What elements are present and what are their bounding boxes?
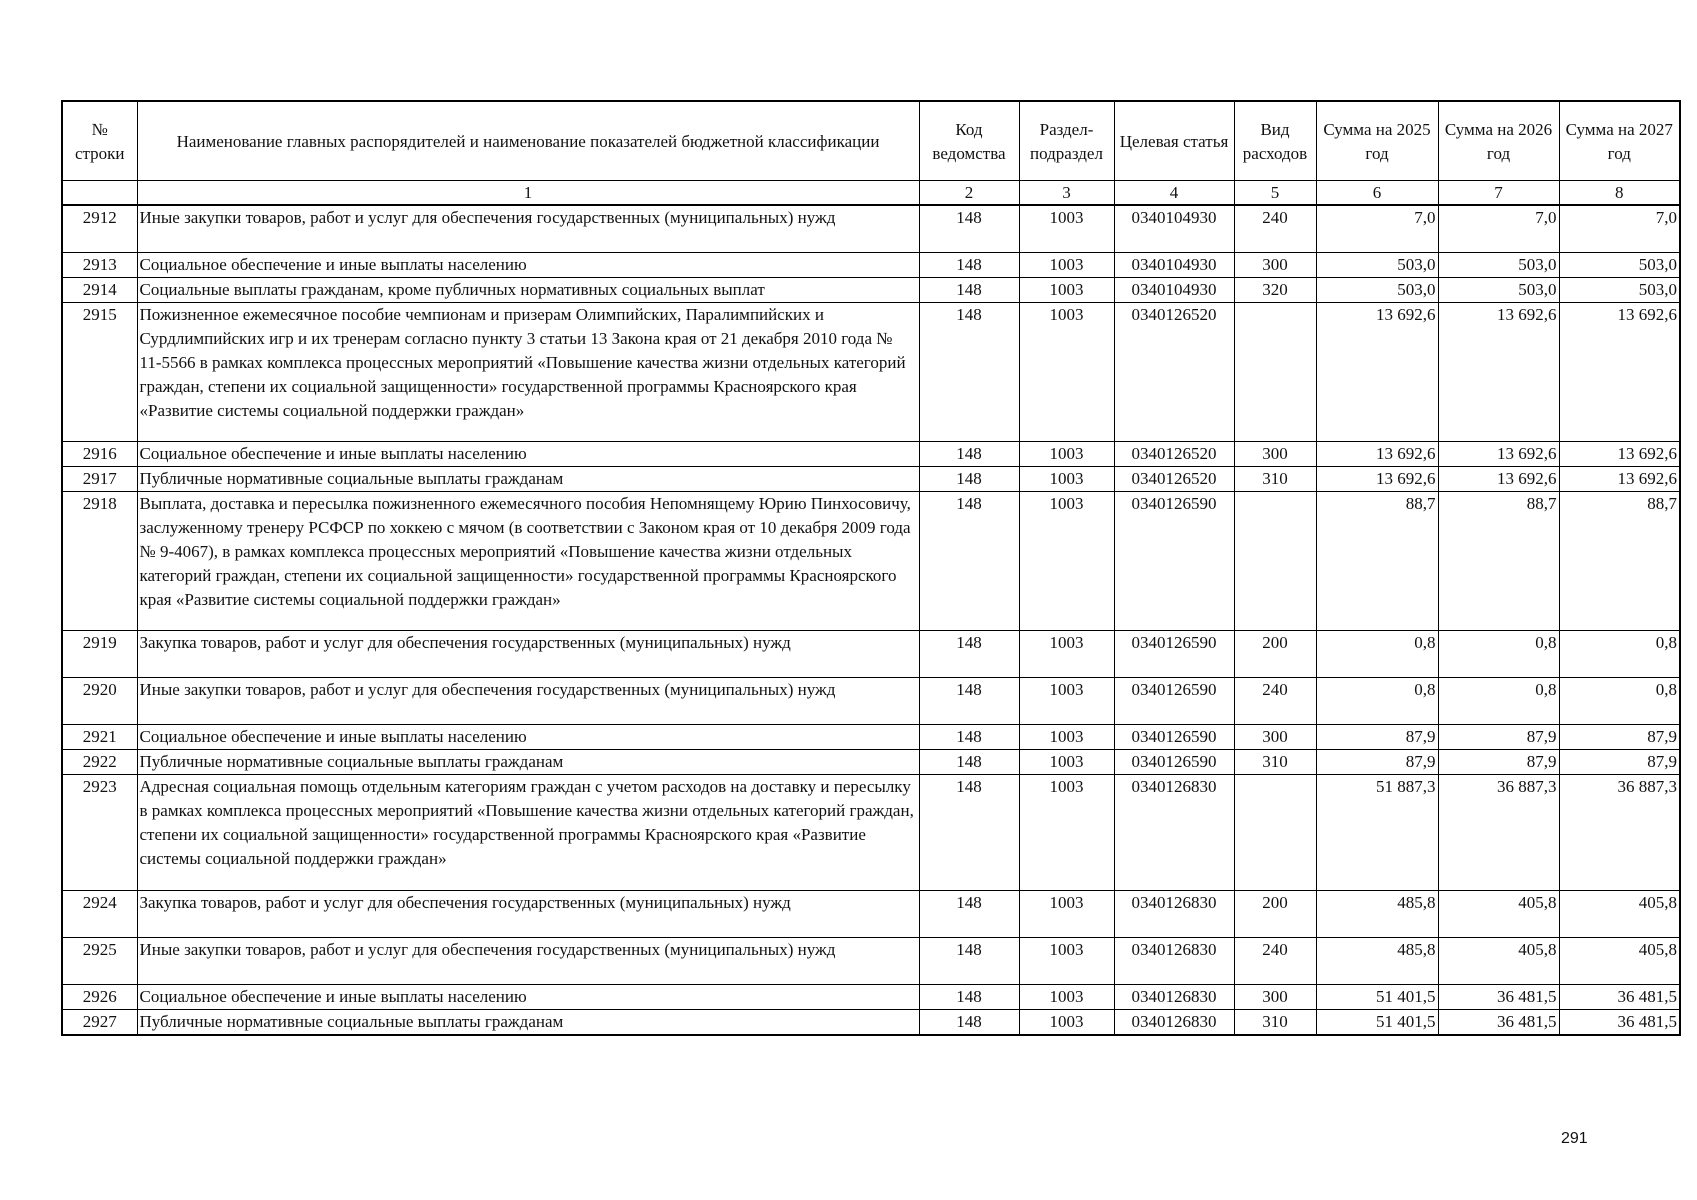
row-section: 1003 xyxy=(1019,774,1114,890)
row-expense-type: 240 xyxy=(1234,205,1316,252)
row-number: 2914 xyxy=(62,277,137,302)
row-sum-2027: 7,0 xyxy=(1559,205,1680,252)
row-department-code: 148 xyxy=(919,937,1019,984)
header-sum-2026: Сумма на 2026 год xyxy=(1438,101,1559,181)
row-name: Закупка товаров, работ и услуг для обеспечения государственных (муниципальных) нужд xyxy=(137,630,919,677)
row-sum-2025: 13 692,6 xyxy=(1316,466,1438,491)
row-sum-2025: 87,9 xyxy=(1316,724,1438,749)
row-expense-type xyxy=(1234,302,1316,441)
row-department-code: 148 xyxy=(919,630,1019,677)
row-department-code: 148 xyxy=(919,749,1019,774)
table-row xyxy=(62,749,1680,774)
row-name: Иные закупки товаров, работ и услуг для обеспечения государственных (муниципальных) нужд xyxy=(137,677,919,724)
row-name: Выплата, доставка и пересылка пожизненного ежемесячного пособия Непомнящему Юрию Пинхосовичу, заслуженному тренеру РСФСР по хоккею с мячом (в соответствии с Законом края от 10 декабря 2009 года № 9-4067), в рамках комплекса процессных мероприятий «Повышение качества жизни отдельных категорий граждан, степени их социальной защищенности» государственной программы Красноярского края «Развитие системы социальной поддержки граждан» xyxy=(137,491,919,630)
row-target-article: 0340126520 xyxy=(1114,302,1234,441)
row-sum-2026: 13 692,6 xyxy=(1438,302,1559,441)
row-sum-2025: 51 401,5 xyxy=(1316,984,1438,1009)
row-number: 2923 xyxy=(62,774,137,890)
row-department-code: 148 xyxy=(919,984,1019,1009)
row-number: 2916 xyxy=(62,441,137,466)
row-target-article: 0340126590 xyxy=(1114,724,1234,749)
row-sum-2026: 36 481,5 xyxy=(1438,1009,1559,1035)
row-name: Публичные нормативные социальные выплаты гражданам xyxy=(137,466,919,491)
row-section: 1003 xyxy=(1019,984,1114,1009)
row-number: 2925 xyxy=(62,937,137,984)
row-sum-2026: 88,7 xyxy=(1438,491,1559,630)
header-name: Наименование главных распорядителей и наименование показателей бюджетной классификации xyxy=(137,101,919,181)
row-sum-2025: 87,9 xyxy=(1316,749,1438,774)
table-row xyxy=(62,724,1680,749)
row-target-article: 0340126590 xyxy=(1114,749,1234,774)
row-name: Пожизненное ежемесячное пособие чемпионам и призерам Олимпийских, Паралимпийских и Сурдлимпийских игр и их тренерам согласно пункту 3 статьи 13 Закона края от 21 декабря 2010 года № 11-5566 в рамках комплекса процессных мероприятий «Повышение качества жизни отдельных категорий граждан, степени их социальной защищенности» государственной программы Красноярского края «Развитие системы социальной поддержки граждан» xyxy=(137,302,919,441)
row-number: 2924 xyxy=(62,890,137,937)
row-expense-type: 300 xyxy=(1234,441,1316,466)
row-sum-2026: 405,8 xyxy=(1438,890,1559,937)
row-section: 1003 xyxy=(1019,749,1114,774)
table-row xyxy=(62,677,1680,724)
row-sum-2027: 87,9 xyxy=(1559,724,1680,749)
row-department-code: 148 xyxy=(919,1009,1019,1035)
table-row xyxy=(62,1009,1680,1035)
row-sum-2027: 13 692,6 xyxy=(1559,441,1680,466)
row-section: 1003 xyxy=(1019,252,1114,277)
row-name: Закупка товаров, работ и услуг для обеспечения государственных (муниципальных) нужд xyxy=(137,890,919,937)
row-name: Адресная социальная помощь отдельным категориям граждан с учетом расходов на доставку и пересылку в рамках комплекса процессных мероприятий «Повышение качества жизни отдельных категорий граждан, степени их социальной защищенности» государственной программы Красноярского края «Развитие системы социальной поддержки граждан» xyxy=(137,774,919,890)
row-number: 2918 xyxy=(62,491,137,630)
row-name: Социальное обеспечение и иные выплаты населению xyxy=(137,441,919,466)
header-expense-type: Вид расходов xyxy=(1234,101,1316,181)
row-target-article: 0340126830 xyxy=(1114,774,1234,890)
row-expense-type: 310 xyxy=(1234,749,1316,774)
row-section: 1003 xyxy=(1019,491,1114,630)
row-expense-type xyxy=(1234,774,1316,890)
row-expense-type: 320 xyxy=(1234,277,1316,302)
row-sum-2026: 13 692,6 xyxy=(1438,441,1559,466)
table-row xyxy=(62,441,1680,466)
table-row xyxy=(62,466,1680,491)
row-target-article: 0340126520 xyxy=(1114,441,1234,466)
row-sum-2027: 0,8 xyxy=(1559,630,1680,677)
table-row xyxy=(62,491,1680,630)
row-target-article: 0340126590 xyxy=(1114,677,1234,724)
row-sum-2027: 36 481,5 xyxy=(1559,984,1680,1009)
row-expense-type: 300 xyxy=(1234,984,1316,1009)
row-department-code: 148 xyxy=(919,491,1019,630)
header-department-code: Код ведомства xyxy=(919,101,1019,181)
header-sum-2027: Сумма на 2027 год xyxy=(1559,101,1680,181)
row-sum-2026: 503,0 xyxy=(1438,252,1559,277)
row-name: Иные закупки товаров, работ и услуг для обеспечения государственных (муниципальных) нужд xyxy=(137,937,919,984)
row-sum-2025: 503,0 xyxy=(1316,277,1438,302)
row-name: Иные закупки товаров, работ и услуг для обеспечения государственных (муниципальных) нужд xyxy=(137,205,919,252)
row-expense-type: 240 xyxy=(1234,677,1316,724)
table-row xyxy=(62,252,1680,277)
table-row xyxy=(62,302,1680,441)
row-expense-type: 310 xyxy=(1234,466,1316,491)
table-header-row xyxy=(62,101,1680,181)
column-number: 6 xyxy=(1316,181,1438,206)
column-number: 3 xyxy=(1019,181,1114,206)
row-section: 1003 xyxy=(1019,1009,1114,1035)
header-sum-2025: Сумма на 2025 год xyxy=(1316,101,1438,181)
row-department-code: 148 xyxy=(919,774,1019,890)
row-sum-2027: 36 481,5 xyxy=(1559,1009,1680,1035)
table-row xyxy=(62,277,1680,302)
row-department-code: 148 xyxy=(919,205,1019,252)
row-name: Социальное обеспечение и иные выплаты населению xyxy=(137,252,919,277)
row-name: Публичные нормативные социальные выплаты гражданам xyxy=(137,749,919,774)
row-sum-2027: 405,8 xyxy=(1559,937,1680,984)
row-number: 2917 xyxy=(62,466,137,491)
row-expense-type xyxy=(1234,491,1316,630)
row-section: 1003 xyxy=(1019,937,1114,984)
row-section: 1003 xyxy=(1019,890,1114,937)
row-number: 2915 xyxy=(62,302,137,441)
row-sum-2025: 13 692,6 xyxy=(1316,441,1438,466)
row-sum-2025: 13 692,6 xyxy=(1316,302,1438,441)
row-department-code: 148 xyxy=(919,441,1019,466)
page-number: 291 xyxy=(1561,1130,1588,1147)
column-number: 7 xyxy=(1438,181,1559,206)
column-number: 5 xyxy=(1234,181,1316,206)
budget-table xyxy=(61,100,1681,1036)
row-number: 2912 xyxy=(62,205,137,252)
row-department-code: 148 xyxy=(919,677,1019,724)
row-sum-2026: 87,9 xyxy=(1438,724,1559,749)
row-sum-2027: 88,7 xyxy=(1559,491,1680,630)
row-department-code: 148 xyxy=(919,302,1019,441)
row-target-article: 0340104930 xyxy=(1114,252,1234,277)
row-sum-2025: 485,8 xyxy=(1316,890,1438,937)
row-section: 1003 xyxy=(1019,441,1114,466)
row-number: 2920 xyxy=(62,677,137,724)
row-sum-2026: 36 481,5 xyxy=(1438,984,1559,1009)
row-target-article: 0340126830 xyxy=(1114,1009,1234,1035)
row-expense-type: 300 xyxy=(1234,252,1316,277)
row-sum-2026: 13 692,6 xyxy=(1438,466,1559,491)
column-number-row xyxy=(62,181,1680,206)
row-expense-type: 310 xyxy=(1234,1009,1316,1035)
table-row xyxy=(62,774,1680,890)
row-expense-type: 200 xyxy=(1234,890,1316,937)
row-sum-2025: 7,0 xyxy=(1316,205,1438,252)
row-sum-2027: 503,0 xyxy=(1559,252,1680,277)
table-row xyxy=(62,205,1680,252)
table-body xyxy=(62,205,1680,1035)
row-sum-2025: 0,8 xyxy=(1316,677,1438,724)
table-row xyxy=(62,890,1680,937)
row-section: 1003 xyxy=(1019,466,1114,491)
row-section: 1003 xyxy=(1019,277,1114,302)
row-expense-type: 300 xyxy=(1234,724,1316,749)
row-sum-2027: 36 887,3 xyxy=(1559,774,1680,890)
table-row xyxy=(62,630,1680,677)
row-number: 2919 xyxy=(62,630,137,677)
table-row xyxy=(62,937,1680,984)
row-expense-type: 240 xyxy=(1234,937,1316,984)
row-section: 1003 xyxy=(1019,205,1114,252)
row-sum-2026: 503,0 xyxy=(1438,277,1559,302)
row-target-article: 0340126830 xyxy=(1114,984,1234,1009)
column-number: 2 xyxy=(919,181,1019,206)
row-target-article: 0340104930 xyxy=(1114,205,1234,252)
row-sum-2027: 0,8 xyxy=(1559,677,1680,724)
row-name: Социальное обеспечение и иные выплаты населению xyxy=(137,984,919,1009)
row-sum-2025: 503,0 xyxy=(1316,252,1438,277)
row-number: 2922 xyxy=(62,749,137,774)
row-department-code: 148 xyxy=(919,890,1019,937)
row-sum-2025: 51 401,5 xyxy=(1316,1009,1438,1035)
column-number: 8 xyxy=(1559,181,1680,206)
row-sum-2026: 87,9 xyxy=(1438,749,1559,774)
row-sum-2027: 503,0 xyxy=(1559,277,1680,302)
row-sum-2025: 485,8 xyxy=(1316,937,1438,984)
row-department-code: 148 xyxy=(919,277,1019,302)
row-sum-2027: 13 692,6 xyxy=(1559,302,1680,441)
table-row xyxy=(62,984,1680,1009)
header-section: Раздел-подраздел xyxy=(1019,101,1114,181)
row-number: 2926 xyxy=(62,984,137,1009)
row-department-code: 148 xyxy=(919,252,1019,277)
row-target-article: 0340104930 xyxy=(1114,277,1234,302)
row-expense-type: 200 xyxy=(1234,630,1316,677)
row-sum-2027: 405,8 xyxy=(1559,890,1680,937)
row-sum-2025: 51 887,3 xyxy=(1316,774,1438,890)
row-sum-2027: 13 692,6 xyxy=(1559,466,1680,491)
row-name: Публичные нормативные социальные выплаты гражданам xyxy=(137,1009,919,1035)
row-target-article: 0340126590 xyxy=(1114,491,1234,630)
row-section: 1003 xyxy=(1019,724,1114,749)
header-target-article: Целевая статья xyxy=(1114,101,1234,181)
row-target-article: 0340126830 xyxy=(1114,937,1234,984)
row-name: Социальное обеспечение и иные выплаты населению xyxy=(137,724,919,749)
column-number: 4 xyxy=(1114,181,1234,206)
row-sum-2025: 0,8 xyxy=(1316,630,1438,677)
row-sum-2025: 88,7 xyxy=(1316,491,1438,630)
row-sum-2026: 405,8 xyxy=(1438,937,1559,984)
row-target-article: 0340126520 xyxy=(1114,466,1234,491)
row-section: 1003 xyxy=(1019,630,1114,677)
row-name: Социальные выплаты гражданам, кроме публичных нормативных социальных выплат xyxy=(137,277,919,302)
row-department-code: 148 xyxy=(919,724,1019,749)
row-section: 1003 xyxy=(1019,302,1114,441)
row-section: 1003 xyxy=(1019,677,1114,724)
row-target-article: 0340126590 xyxy=(1114,630,1234,677)
row-sum-2026: 36 887,3 xyxy=(1438,774,1559,890)
row-sum-2027: 87,9 xyxy=(1559,749,1680,774)
row-number: 2927 xyxy=(62,1009,137,1035)
row-sum-2026: 7,0 xyxy=(1438,205,1559,252)
column-number xyxy=(62,181,137,206)
row-target-article: 0340126830 xyxy=(1114,890,1234,937)
row-sum-2026: 0,8 xyxy=(1438,630,1559,677)
header-row-number: № строки xyxy=(62,101,137,181)
row-number: 2921 xyxy=(62,724,137,749)
row-number: 2913 xyxy=(62,252,137,277)
row-sum-2026: 0,8 xyxy=(1438,677,1559,724)
column-number: 1 xyxy=(137,181,919,206)
row-department-code: 148 xyxy=(919,466,1019,491)
